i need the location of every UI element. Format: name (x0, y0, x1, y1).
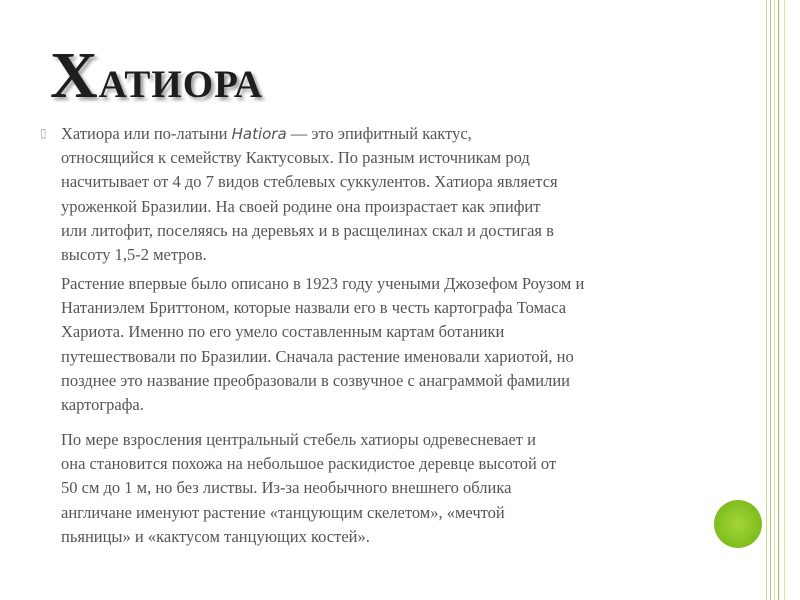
text-line: или литофит, поселяясь на деревьях и в расщелинах скал и достигая в (61, 220, 554, 240)
text-line: насчитывает от 4 до 7 видов стеблевых суккулентов. Хатиора является (61, 172, 558, 192)
border-line (766, 0, 767, 600)
title-first-letter: Х (50, 39, 99, 112)
border-line (778, 0, 779, 600)
text-line: Хатиора или по-латыни Hatiora — это эпифитный кактус, (61, 124, 472, 143)
text-line: Растение впервые было описано в 1923 году учеными Джозефом Роузом и (61, 274, 585, 293)
text-line: Хариота. Именно по его умело составленным картам ботаники (61, 322, 505, 342)
text-line: позднее это название преобразовали в созвучное с анаграммой фамилии (61, 370, 570, 390)
text-line: высоту 1,5-2 метров. (61, 245, 207, 265)
slide-title (50, 38, 263, 114)
text-line: путешествовали по Бразилии. Сначала растение именовали хариотой, но (61, 346, 574, 366)
text-line: относящийся к семейству Кактусовых. По разным источникам род (61, 148, 530, 168)
text-line: англичане именуют растение «танцующим скелетом», «мечтой (61, 502, 505, 522)
border-line (774, 0, 775, 600)
paragraph-2 (61, 272, 584, 417)
title-rest: атиора (98, 48, 264, 110)
paragraph-3 (61, 428, 556, 549)
text-line: она становится похожа на небольшое раскидистое деревце высотой от (61, 454, 557, 474)
text-line: картографа. (61, 395, 144, 415)
text-line: Натаниэлем Бриттоном, которые назвали его в честь картографа Томаса (61, 298, 567, 318)
bullet-icon: ▯ (40, 126, 47, 140)
decorative-circle (714, 500, 762, 548)
latin-name: Hatiora (231, 125, 287, 143)
border-line (784, 0, 785, 600)
text-line: пьяницы» и «кактусом танцующих костей». (61, 526, 370, 546)
text-line: По мере взросления центральный стебель хатиоры одревесневает и (61, 430, 536, 449)
text-line: 50 см до 1 м, но без листвы. Из-за необычного внешнего облика (61, 478, 512, 498)
text-line: уроженкой Бразилии. На своей родине она произрастает как эпифит (61, 196, 541, 216)
border-line (770, 0, 771, 600)
paragraph-1 (61, 122, 558, 267)
